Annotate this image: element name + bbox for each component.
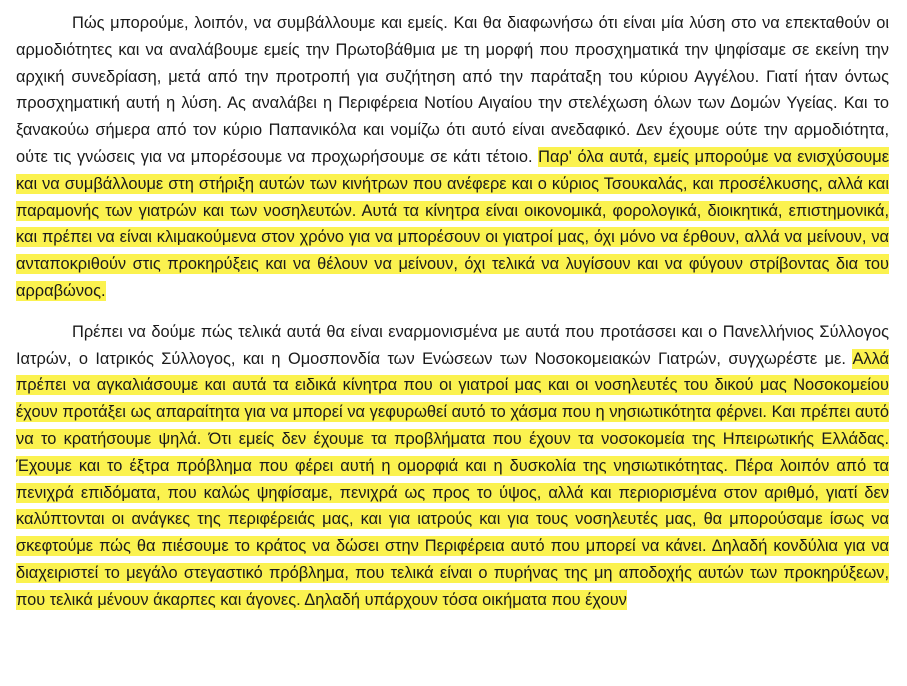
paragraph-2-highlighted-text: Αλλά πρέπει να αγκαλιάσουμε και αυτά τα ειδικά κίνητρα που οι γιατροί μας και οι νοσηλευτές του δικού μας Νοσοκομείου έχουν προτάξει ως απαραίτητα για να μπορεί να γεφυρωθεί αυτό το χάσμα που η νησιωτικότητα φέρνει. Και πρέπει αυτό να το κρατήσουμε ψηλά. Ότι εμείς δεν έχουμε τα προβλήματα που έχουν τα νοσοκομεία της Ηπειρωτικής Ελλάδας. Έχουμε και το έξτρα πρόβλημα που φέρει αυτή η ομορφιά και η δυσκολία της νησιωτικότητας. Πέρα λοιπόν από τα πενιχρά επιδόματα, που καλώς ψηφίσαμε, πενιχρά ως προς το ύψος, αλλά και περιορισμένα στον αριθμό, γιατί δεν καλύπτονται οι ανάγκες της περιφέρειάς μας, και για ιατρούς και για τους νοσηλευτές μας, θα μπορούσαμε ίσως να σκεφτούμε πώς θα πιέσουμε το κράτος να δώσει στην Περιφέρεια αυτό που μπορεί να κάνει. Δηλαδή κονδύλια για να διαχειριστεί το μεγάλο στεγαστικό πρόβλημα, που τελικά είναι ο πυρήνας της μη αποδοχής αυτών των προκηρύξεων, που τελικά μένουν άκαρπες και άγονες. Δηλαδή υπάρχουν τόσα οικήματα που έχουν [16, 349, 889, 609]
paragraph-1-text: Πώς μπορούμε, λοιπόν, να συμβάλλουμε και εμείς. Και θα διαφωνήσω ότι είναι μία λύση στο να επεκταθούν οι αρμοδιότητες και να αναλάβουμε εμείς την Πρωτοβάθμια με τη μορφή που προσχηματικά την ψηφίσαμε σε εκείνη την αρχική συνεδρίαση, μετά από την προτροπή για συζήτηση από την παράταξη του κύριου Αγγέλου. Γιατί ήταν όντως προσχηματική αυτή η λύση. Ας αναλάβει η Περιφέρεια Νοτίου Αιγαίου την στελέχωση όλων των Δομών Υγείας. Και το ξανακούω σήμερα από τον κύριο Παπανικόλα και νομίζω ότι αυτό είναι ανεδαφικό. Δεν έχουμε ούτε την αρμοδιότητα, ούτε τις γνώσεις για να μπορέσουμε να προχωρήσουμε σε κάτι τέτοιο. [16, 14, 889, 166]
paragraph-1-highlighted-text: Παρ' όλα αυτά, εμείς μπορούμε να ενισχύσουμε και να συμβάλλουμε στη στήριξη αυτών των κινήτρων που ανέφερε και ο κύριος Τσουκαλάς, και προσέλκυσης, αλλά και παραμονής των γιατρών και των νοσηλευτών. Αυτά τα κίνητρα είναι οικονομικά, φορολογικά, διοικητικά, επιστημονικά, και πρέπει να είναι κλιμακούμενα στον χρόνο για να μπορέσουν οι γιατροί μας, όχι μόνο να έρθουν, αλλά να μείνουν, να ανταποκριθούν στις προκηρύξεις και να θέλουν να μείνουν, όχι τελικά να λυγίσουν και να φύγουν στρίβοντας δια του αρραβώνος. [16, 147, 889, 300]
paragraph-2 [16, 319, 889, 614]
paragraph-2-text: Πρέπει να δούμε πώς τελικά αυτά θα είναι εναρμονισμένα με αυτά που προτάσσει και ο Πανελλήνιος Σύλλογος Ιατρών, ο Ιατρικός Σύλλογος, και η Ομοσπονδία των Ενώσεων των Νοσοκομειακών Γιατρών, συγχωρέστε με. [16, 322, 889, 368]
paragraph-1 [16, 10, 889, 305]
